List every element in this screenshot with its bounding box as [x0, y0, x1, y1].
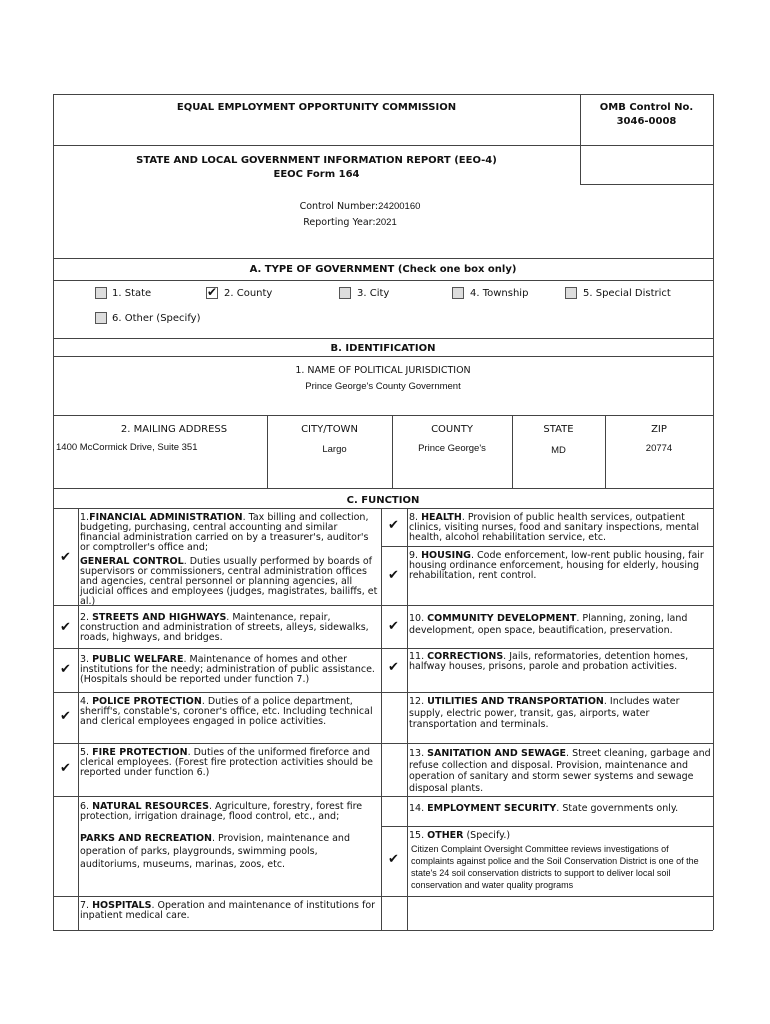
function-13-number: 13. [409, 748, 428, 759]
function-14-description: . State governments only. [556, 803, 679, 814]
function-9-number: 9. [409, 550, 422, 561]
function-1b-description: . Duties usually performed by boards of supervisors or commissioners, central administration offices and agencies, central personnel or planning agencies, all judicial offices and employees (judges, magistrates, bailiffs, et al.) [80, 556, 378, 607]
state-label: STATE [543, 424, 574, 435]
function-1-text [80, 513, 380, 553]
function-9-check[interactable]: ✔ [388, 568, 399, 583]
function-2-title: STREETS AND HIGHWAYS [92, 612, 227, 623]
function-1-number: 1. [80, 512, 90, 523]
reporting-year-value: 2021 [375, 217, 397, 228]
function-4-text [80, 697, 380, 727]
function-1-description: . Tax billing and collection, budgeting, purchasing, central accounting and similar financial administration carried on by a treasurer's, auditor's or comptroller's office and; [80, 512, 369, 553]
function-9-description: . Code enforcement, low-rent public housing, fair housing ordinance enforcement, housing for elderly, housing rehabilitation, rent control. [409, 550, 704, 581]
form-name: EEOC Form 164 [273, 169, 360, 180]
function-6-title: NATURAL RESOURCES [92, 801, 209, 812]
control-number [200, 201, 520, 213]
function-3-text [80, 655, 380, 685]
function-7-title: HOSPITALS [92, 900, 152, 911]
section-c-title: C. FUNCTION [346, 495, 420, 506]
city-option-label: 3. City [357, 288, 390, 299]
function-6b-text [80, 832, 380, 871]
function-13-title: SANITATION AND SEWAGE [427, 748, 567, 759]
function-4-description: . Duties of a police department, sheriff's, constable's, coroner's office, etc. Including technical and clerical employees engaged in police activities. [80, 696, 373, 727]
function-10-title: COMMUNITY DEVELOPMENT [427, 613, 577, 624]
function-15-check[interactable]: ✔ [388, 852, 399, 867]
function-15-number: 15. [409, 830, 428, 841]
report-title: STATE AND LOCAL GOVERNMENT INFORMATION REPORT (EEO-4) [136, 155, 497, 166]
function-7-description: . Operation and maintenance of institutions for inpatient medical care. [80, 900, 376, 921]
function-1b-text [80, 557, 380, 607]
function-2-number: 2. [80, 612, 93, 623]
function-1-check[interactable]: ✔ [60, 550, 71, 565]
function-12-description: . Includes water supply, electric power, transit, gas, airports, water transportation and terminals. [409, 696, 680, 730]
function-2-text [80, 613, 380, 643]
city-town-value: Largo [322, 444, 347, 455]
control-number-label: Control Number: [299, 201, 379, 212]
function-12-number: 12. [409, 696, 428, 707]
other-option-label: 6. Other (Specify) [112, 313, 201, 324]
function-5-number: 5. [80, 747, 93, 758]
other-checkbox[interactable] [95, 312, 107, 324]
function-15-specify-value[interactable]: Citizen Complaint Oversight Committee reviews investigations of complaints against police and the Soil Conservation District is one of the state's 24 soil conservation districts to support to deliver local soil conservation and water quality programs [411, 844, 699, 890]
omb-control-label: OMB Control No. [599, 102, 694, 113]
omb-control-number: 3046-0008 [616, 116, 677, 127]
county-value: Prince George's [418, 443, 486, 454]
function-14-number: 14. [409, 803, 428, 814]
function-8-title: HEALTH [421, 512, 462, 523]
function-4-check[interactable]: ✔ [60, 709, 71, 724]
county-option-label: 2. County [224, 288, 273, 299]
city-town-label: CITY/TOWN [301, 424, 358, 435]
function-8-check[interactable]: ✔ [388, 518, 399, 533]
jurisdiction-name-value: Prince George's County Government [305, 381, 461, 392]
function-12-title: UTILITIES AND TRANSPORTATION [427, 696, 604, 707]
special-district-option-label: 5. Special District [583, 288, 671, 299]
function-14-title: EMPLOYMENT SECURITY [427, 803, 557, 814]
function-13-description: . Street cleaning, garbage and refuse collection and disposal. Provision, maintenance and operation of sanitary and storm sewer systems and sewage disposal plants. [409, 748, 711, 794]
function-5-description: . Duties of the uniformed fireforce and clerical employees. (Forest fire protection activities should be reported under function 6.) [80, 747, 374, 778]
function-4-number: 4. [80, 696, 93, 707]
function-6-description: . Agriculture, forestry, forest fire protection, irrigation drainage, flood control, etc., and; [80, 801, 363, 822]
function-2-check[interactable]: ✔ [60, 620, 71, 635]
function-10-check[interactable]: ✔ [388, 619, 399, 634]
state-value: MD [551, 445, 566, 456]
county-check-mark: ✔ [207, 285, 218, 299]
township-option-label: 4. Township [470, 288, 529, 299]
function-7-number: 7. [80, 900, 93, 911]
section-b-title: B. IDENTIFICATION [330, 343, 436, 354]
function-3-number: 3. [80, 654, 93, 665]
mailing-address-value: 1400 McCormick Drive, Suite 351 [56, 442, 198, 453]
function-8-number: 8. [409, 512, 422, 523]
state-option-label: 1. State [112, 288, 152, 299]
township-checkbox[interactable] [452, 287, 464, 299]
function-6b-title: PARKS AND RECREATION [80, 833, 213, 844]
function-5-text [80, 748, 380, 778]
zip-label: ZIP [651, 424, 667, 435]
control-number-value: 24200160 [378, 201, 421, 212]
function-5-check[interactable]: ✔ [60, 761, 71, 776]
function-9-title: HOUSING [421, 550, 471, 561]
city-checkbox[interactable] [339, 287, 351, 299]
function-7-text [80, 901, 380, 921]
function-10-description: . Planning, zoning, land development, open space, beautification, preservation. [409, 613, 688, 636]
function-15-title: OTHER [427, 830, 464, 841]
function-13-text [409, 748, 711, 794]
zip-value: 20774 [645, 443, 673, 454]
function-3-title: PUBLIC WELFARE [92, 654, 184, 665]
special-district-checkbox[interactable] [565, 287, 577, 299]
function-3-check[interactable]: ✔ [60, 662, 71, 677]
function-8-text [409, 513, 711, 543]
jurisdiction-name-label: 1. NAME OF POLITICAL JURISDICTION [295, 365, 471, 376]
function-15-text [409, 831, 711, 841]
function-10-number: 10. [409, 613, 428, 624]
function-9-text [409, 551, 711, 581]
function-11-description: . Jails, reformatories, detention homes, halfway houses, prisons, parole and probation activities. [409, 651, 689, 672]
function-15-description: (Specify.) [463, 830, 511, 841]
function-5-title: FIRE PROTECTION [92, 747, 188, 758]
function-2-description: . Maintenance, repair, construction and administration of streets, alleys, sidewalks, roads, highways, and bridges. [80, 612, 369, 643]
function-3-description: . Maintenance of homes and other institutions for the needy; administration of public assistance. (Hospitals should be reported under function 7.) [80, 654, 375, 685]
function-11-check[interactable]: ✔ [388, 660, 399, 675]
agency-title: EQUAL EMPLOYMENT OPPORTUNITY COMMISSION [176, 102, 457, 113]
function-11-text [409, 652, 711, 672]
section-a-title: A. TYPE OF GOVERNMENT (Check one box only) [249, 264, 517, 275]
function-11-title: CORRECTIONS [427, 651, 504, 662]
function-12-text [409, 696, 711, 731]
function-8-description: . Provision of public health services, outpatient clinics, visiting nurses, food and sanitary inspections, mental health, alcohol rehabilitation service, etc. [409, 512, 700, 543]
county-label: COUNTY [431, 424, 473, 435]
function-10-text [409, 613, 711, 637]
state-checkbox[interactable] [95, 287, 107, 299]
county-checkbox[interactable] [206, 287, 218, 299]
function-6-text [80, 802, 380, 822]
function-1-title: FINANCIAL ADMINISTRATION [89, 512, 243, 523]
mailing-address-label: 2. MAILING ADDRESS [120, 424, 228, 435]
function-14-text [409, 804, 711, 814]
function-11-number: 11. [409, 651, 428, 662]
function-6b-description: . Provision, maintenance and operation of parks, playgrounds, swimming pools, auditoriums, museums, marinas, zoos, etc. [80, 833, 350, 870]
reporting-year [190, 217, 510, 229]
function-4-title: POLICE PROTECTION [92, 696, 202, 707]
reporting-year-label: Reporting Year: [303, 217, 376, 228]
function-6-number: 6. [80, 801, 93, 812]
function-1b-title: GENERAL CONTROL [80, 556, 184, 567]
